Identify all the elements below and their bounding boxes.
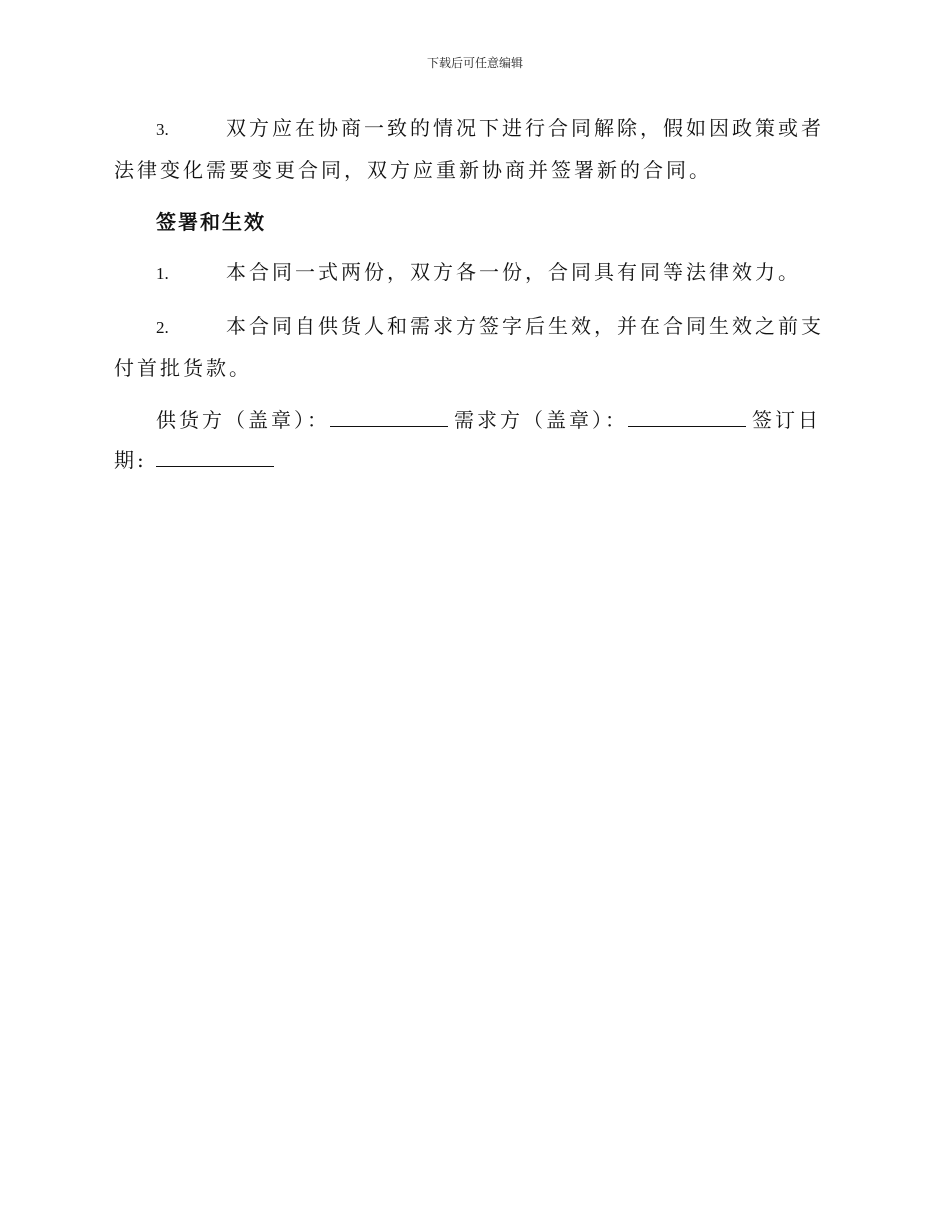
clause-number: 2. xyxy=(156,318,169,337)
supplier-seal-blank[interactable] xyxy=(330,404,448,427)
sign-date-blank[interactable] xyxy=(156,444,274,467)
section-title: 签署和生效 xyxy=(156,210,266,234)
clause-text: 本合同自供货人和需求方签字后生效，并在合同生效之前支付首批货款。 xyxy=(114,314,824,380)
supplier-seal-label: 供货方（盖章）： xyxy=(156,408,330,432)
clause-3 xyxy=(114,108,834,190)
clause-2 xyxy=(114,306,834,388)
page-header: 下载后可任意编辑 xyxy=(426,56,523,70)
buyer-seal-blank[interactable] xyxy=(628,404,746,427)
buyer-seal-label: 需求方（盖章）： xyxy=(454,408,628,432)
clause-number: 3. xyxy=(156,120,169,139)
clause-1 xyxy=(114,252,834,294)
clause-number: 1. xyxy=(156,264,169,283)
sign-date-label: 签订日 xyxy=(752,408,821,432)
document-body xyxy=(114,108,834,480)
sign-date-label-cont: 期: xyxy=(114,448,147,472)
signature-block xyxy=(114,400,834,480)
clause-text: 双方应在协商一致的情况下进行合同解除，假如因政策或者法律变化需要变更合同，双方应重新协商并签署新的合同。 xyxy=(114,116,824,182)
clause-text: 本合同一式两份，双方各一份，合同具有同等法律效力。 xyxy=(226,260,801,284)
